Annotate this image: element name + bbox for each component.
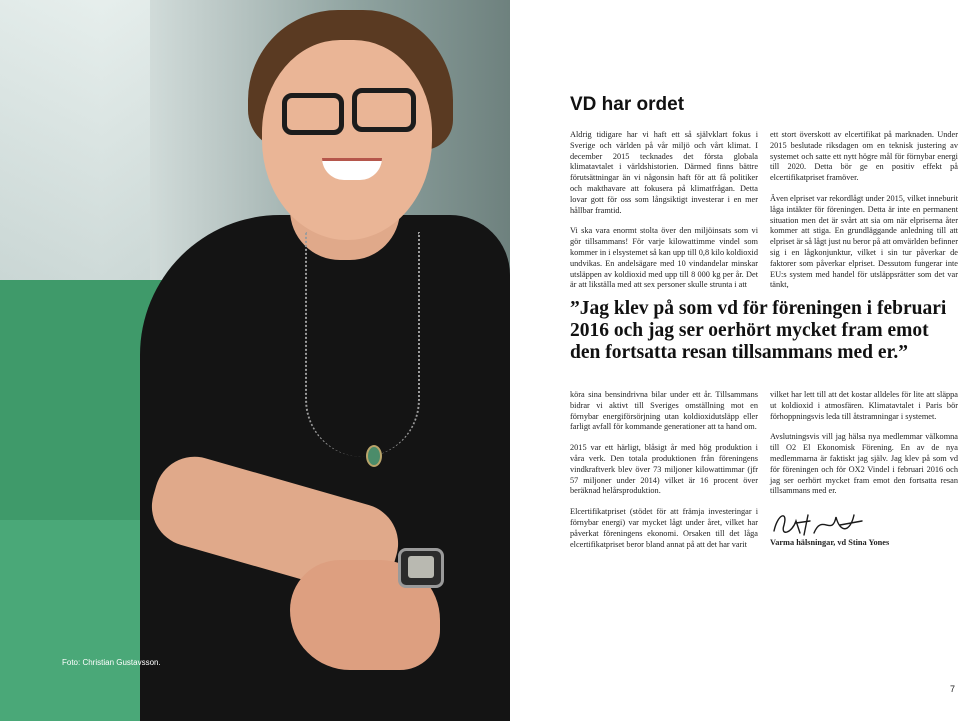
paragraph: Elcertifikatpriset (stödet för att främja investeringar i förnybar energi) var mycket lågt under året, vilket har påverkat föreningens ekonomi. Orsaken till det låga elcertifikatpriset beror bland annat på att det har varit — [570, 507, 758, 549]
necklace — [305, 232, 420, 457]
paragraph: ett stort överskott av elcertifikat på marknaden. Under 2015 beslutade riksdagen om en teknisk justering av systemet och satte ett nytt högre mål för förnybar energi till 2020. Detta bör ge en positiv effekt på elcertifikatpriset framöver. — [770, 130, 958, 183]
photo-credit: Foto: Christian Gustavsson. — [62, 658, 161, 667]
column-3 — [570, 390, 758, 560]
pull-quote: ”Jag klev på som vd för föreningen i februari 2016 och jag ser oerhört mycket fram emot den fortsatta resan tillsammans med er.” — [570, 298, 947, 363]
glasses-left-lens — [282, 93, 344, 135]
paragraph: Vi ska vara enormt stolta över den miljöinsats som vi gör tillsammans! För varje kilowattimme vindel som kommer in i elsystemet så kan upp till 0,8 kilo koldioxid undvikas. En andelsägare med 10 vindandelar minskar utsläppen av koldioxid med upp till 8 000 kg per år. Det är att likställa med att sex personer skulle strunta i att — [570, 226, 758, 290]
paragraph: 2015 var ett härligt, blåsigt år med hög produktion i våra verk. Den totala produktionen från föreningens vindkraftverk blev över 73 miljoner kilowattimmar (jfr 57 miljoner under 2014) vilket är 16 procent över beräknad helårsproduktion. — [570, 443, 758, 496]
column-1 — [570, 130, 758, 301]
paragraph: Aldrig tidigare har vi haft ett så självklart fokus i Sverige och världen på vår miljö och vårt klimat. I december 2015 tecknades det första globala klimatavtalet i världshistorien. Därmed finns bättre förutsättningar än vi någonsin haft för att få politiker och makthavare att fokusera på klimatfrågan. Detta lovar gott för oss som långsiktigt investerar i en mer hållbar framtid. — [570, 130, 758, 215]
background-wall — [0, 0, 150, 300]
article-title: VD har ordet — [570, 94, 685, 115]
paragraph: Avslutningsvis vill jag hälsa nya medlemmar välkomna till O2 El Ekonomisk Förening. En av de nya medlemmarna är faktiskt jag själv. Jag klev på som vd för föreningen och för OX2 Vindel i februari 2016 och jag ser oerhört mycket fram emot den fortsatta resan tillsammans med er. — [770, 432, 958, 496]
necklace-pendant — [366, 445, 382, 467]
handwritten-signature — [770, 503, 870, 543]
column-2 — [770, 130, 958, 301]
column-4 — [770, 390, 958, 507]
wristwatch-face — [408, 556, 434, 578]
person-face — [262, 40, 432, 240]
glasses-right-lens — [352, 88, 416, 132]
page-number: 7 — [950, 684, 956, 694]
signoff: Varma hälsningar, vd Stina Yones — [770, 538, 890, 547]
paragraph: vilket har lett till att det kostar alldeles för lite att släppa ut koldioxid i atmosfären. Klimatavtalet i Paris bör förhoppningsvis leda till åtstramningar i systemet. — [770, 390, 958, 421]
paragraph: Även elpriset var rekordlågt under 2015, vilket inneburit låga intäkter för föreningen. Detta är inte en permanent situation men det är svårt att sia om när elpriserna åter kommer att stiga. En grundläggande anledning till att elpriset är så lågt just nu beror på att omvärlden befinner sig i en lågkonjunktur, vilket i sin tur påverkar de faktorer som påverkar elpriset. Dessutom fungerar inte EU:s system med handel för utsläppsrätter som det var tänkt, — [770, 193, 959, 290]
paragraph: köra sina bensindrivna bilar under ett år. Tillsammans bidrar vi aktivt till Sveriges omställning mot en förnybar energiförsörjning utan koldioxidutsläpp eller farligt avfall för kommande generationer att ta hand om. — [570, 390, 758, 432]
